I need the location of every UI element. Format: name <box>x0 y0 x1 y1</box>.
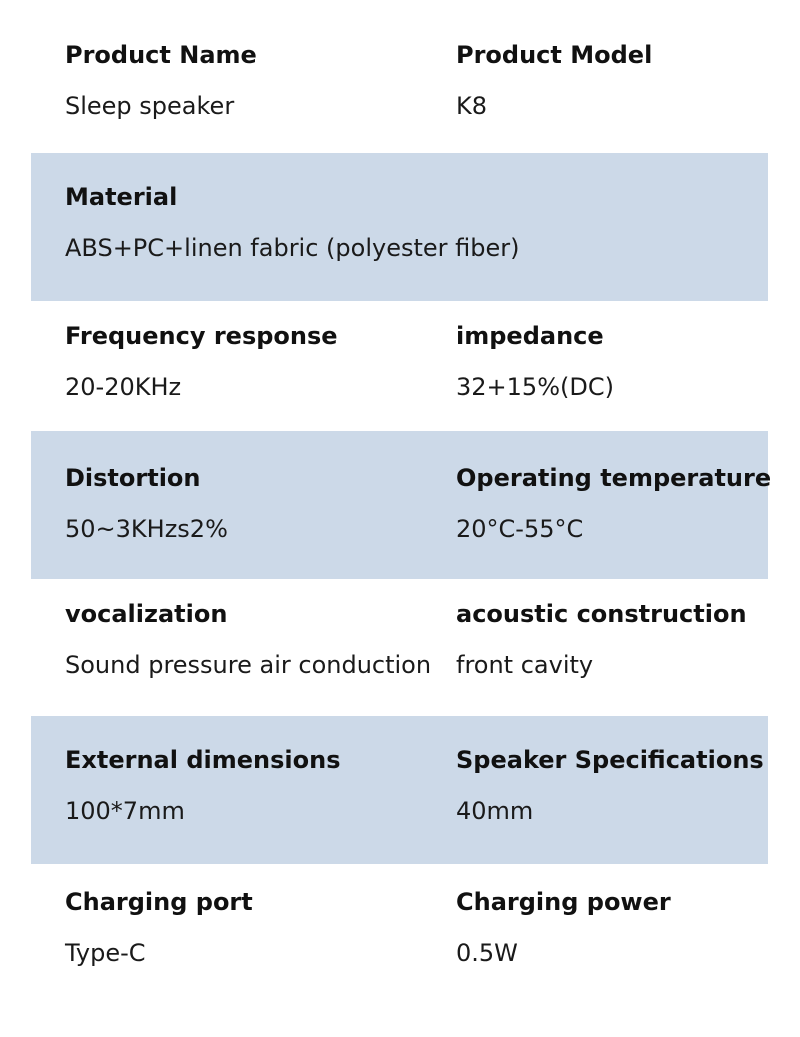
spec-value: 20°C-55°C <box>456 515 584 543</box>
spec-label: impedance <box>456 322 604 350</box>
spec-value: Sleep speaker <box>65 92 235 120</box>
row-background <box>31 716 768 864</box>
spec-row-material <box>0 153 800 301</box>
spec-label: Speaker Specifications <box>456 746 764 774</box>
spec-label: Frequency response <box>65 322 338 350</box>
row-background <box>31 431 768 579</box>
spec-label: Distortion <box>65 464 201 492</box>
spec-value: 20-20KHz <box>65 373 182 401</box>
spec-value: 100*7mm <box>65 797 185 825</box>
spec-label: Product Model <box>456 41 653 69</box>
spec-value: 40mm <box>456 797 534 825</box>
spec-value: 50~3KHzs2% <box>65 515 228 543</box>
row-background <box>31 153 768 301</box>
spec-value: Type-C <box>65 939 146 967</box>
spec-row-charging <box>0 864 800 1037</box>
spec-label: acoustic construction <box>456 600 747 628</box>
spec-row-product <box>0 0 800 153</box>
spec-value: front cavity <box>456 651 594 679</box>
spec-label: Material <box>65 183 178 211</box>
spec-value: Sound pressure air conduction <box>65 651 432 679</box>
spec-value: 0.5W <box>456 939 518 967</box>
spec-label: vocalization <box>65 600 228 628</box>
spec-row-vocalization <box>0 579 800 716</box>
spec-value: 32+15%(DC) <box>456 373 614 401</box>
spec-label: Operating temperature <box>456 464 772 492</box>
spec-label: Charging port <box>65 888 253 916</box>
spec-row-distortion <box>0 431 800 579</box>
spec-label: External dimensions <box>65 746 341 774</box>
spec-label: Charging power <box>456 888 671 916</box>
spec-row-dimensions <box>0 716 800 864</box>
spec-value: ABS+PC+linen fabric (polyester fiber) <box>65 234 520 262</box>
spec-value: K8 <box>456 92 488 120</box>
spec-label: Product Name <box>65 41 257 69</box>
spec-row-frequency <box>0 301 800 431</box>
